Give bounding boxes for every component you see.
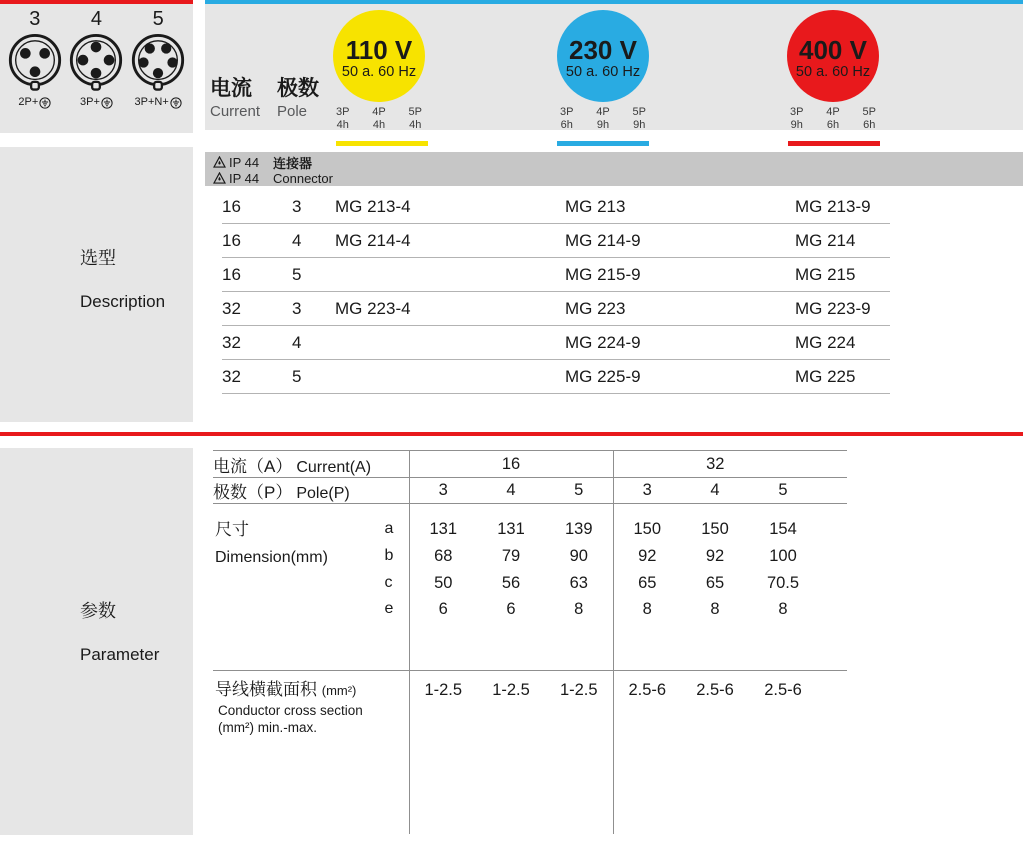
connector-3pin-pole-count: 3 <box>29 8 41 30</box>
table-row <box>222 224 890 258</box>
section-divider <box>0 432 1023 436</box>
conductor-value: 2.5-6 <box>613 671 681 834</box>
model-cell-110v: MG 213-4 <box>335 196 411 216</box>
pole-cell: 5 <box>292 264 302 284</box>
connector-5pin-pole-count: 5 <box>152 8 164 30</box>
connector-5pin-icon <box>129 32 187 94</box>
pole-header-row <box>213 478 847 504</box>
dimension-values-16-4: 131 79 56 6 <box>477 504 545 671</box>
section-label-selection <box>0 147 193 422</box>
voltage-value: 230 V <box>569 34 637 65</box>
voltage-value: 110 V <box>345 34 413 65</box>
pole-cell: 5 <box>292 366 302 386</box>
product-type-zh: 连接器 <box>273 155 313 171</box>
connector-4pin-label: 3P+ <box>80 96 113 109</box>
connector-3pin-label: 2P+ <box>18 96 51 109</box>
table-row <box>222 360 890 394</box>
table-row <box>222 190 890 224</box>
earth-icon <box>101 97 113 109</box>
pole-value: 3 <box>409 478 477 504</box>
earth-icon <box>170 97 182 109</box>
conductor-value: 1-2.5 <box>409 671 477 834</box>
current-group-32: 32 <box>613 451 817 478</box>
connector-3pin <box>5 6 65 109</box>
pole-value: 5 <box>545 478 613 504</box>
dimension-row-label: 尺寸 Dimension(mm) a b c e <box>213 504 409 671</box>
current-cell: 16 <box>222 196 241 216</box>
current-column-header <box>210 76 260 122</box>
column-marker-230v <box>557 141 649 146</box>
connector-4pin-icon <box>67 32 125 94</box>
earth-icon <box>39 97 51 109</box>
current-cell: 32 <box>222 332 241 352</box>
dimension-row <box>213 504 847 671</box>
current-header-row <box>213 451 847 478</box>
model-cell-230v: MG 215-9 <box>565 264 641 284</box>
dimension-values-32-5: 154 100 70.5 8 <box>749 504 817 671</box>
conductor-value: 1-2.5 <box>559 681 598 699</box>
voltage-badge-230v <box>557 10 649 102</box>
pole-cell: 3 <box>292 196 302 216</box>
model-cell-230v: MG 225-9 <box>565 366 641 386</box>
selection-label-en: Description <box>80 292 166 311</box>
frequency-value: 50 a. 60 Hz <box>341 63 417 80</box>
section-label-parameter <box>0 448 193 835</box>
current-cell: 16 <box>222 230 241 250</box>
voltage-header-panel <box>205 0 1023 130</box>
model-cell-110v: MG 223-4 <box>335 298 411 318</box>
voltage-group-400v <box>787 10 879 132</box>
model-cell-400v: MG 225 <box>795 366 856 386</box>
voltage-value: 400 V <box>799 34 867 65</box>
model-cell-230v: MG 223 <box>565 298 626 318</box>
model-cell-400v: MG 224 <box>795 332 856 352</box>
pole-label-en: Pole <box>277 103 308 120</box>
voltage-group-110v <box>333 10 425 132</box>
current-label-zh: 电流 <box>210 77 252 100</box>
parameter-label-en: Parameter <box>80 645 160 664</box>
model-cell-230v: MG 214-9 <box>565 230 641 250</box>
model-cell-230v: MG 213 <box>565 196 626 216</box>
conductor-value: 2.5-6 <box>764 681 802 699</box>
pole-column-header <box>277 76 319 122</box>
ip-rating-value: IP 44 <box>229 170 260 186</box>
conductor-row <box>213 671 847 834</box>
voltage-badge-110v <box>333 10 425 102</box>
pole-value: 5 <box>749 478 817 504</box>
pole-value: 4 <box>681 478 749 504</box>
connector-image-panel <box>0 0 193 133</box>
pole-cell: 4 <box>292 332 302 352</box>
current-row-label: 电流（A） Current(A) <box>213 451 409 478</box>
table-row <box>222 292 890 326</box>
parameter-table <box>213 450 847 834</box>
conductor-row-label: 导线横截面积 (mm²) Conductor cross section (mm²) min.-max. <box>215 680 363 735</box>
model-cell-110v: MG 214-4 <box>335 230 411 250</box>
table-row <box>222 326 890 360</box>
model-cell-400v: MG 213-9 <box>795 196 871 216</box>
voltage-badge-400v <box>787 10 879 102</box>
filler-cell <box>817 504 847 671</box>
frequency-value: 50 a. 60 Hz <box>795 63 871 80</box>
dimension-values-32-4: 150 92 65 8 <box>681 504 749 671</box>
pole-row-label: 极数（P） Pole(P) <box>213 478 409 504</box>
dimension-values-16-5: 139 90 63 8 <box>545 504 613 671</box>
splash-protection-icon <box>213 172 226 184</box>
current-cell: 16 <box>222 264 241 284</box>
parameter-label-zh: 参数 <box>80 601 116 621</box>
clock-codes-110v: 3P 4h 4P 4h 5P 4h <box>336 106 422 131</box>
model-cell-230v: MG 224-9 <box>565 332 641 352</box>
pole-value: 4 <box>477 478 545 504</box>
table-row <box>222 258 890 292</box>
clock-codes-400v: 3P 9h 4P 6h 5P 6h <box>790 106 876 131</box>
ip-row-zh <box>213 154 1023 170</box>
filler-cell <box>817 451 847 478</box>
current-label-en: Current <box>210 103 261 120</box>
voltage-group-230v <box>557 10 649 132</box>
current-group-16: 16 <box>409 451 613 478</box>
selection-label-zh: 选型 <box>80 248 116 268</box>
current-cell: 32 <box>222 366 241 386</box>
model-selection-table <box>222 190 890 394</box>
filler-cell <box>817 671 847 834</box>
pole-value: 3 <box>613 478 681 504</box>
dimension-values-32-3: 150 92 65 8 <box>613 504 681 671</box>
filler-cell <box>817 478 847 504</box>
column-marker-110v <box>336 141 428 146</box>
splash-protection-icon <box>213 156 226 168</box>
connector-5pin-label: 3P+N+ <box>135 96 182 109</box>
pole-cell: 3 <box>292 298 302 318</box>
model-cell-400v: MG 223-9 <box>795 298 871 318</box>
connector-3pin-icon <box>6 32 64 94</box>
dimension-values-16-3: 131 68 50 6 <box>409 504 477 671</box>
connector-4pin-pole-count: 4 <box>90 8 103 30</box>
ip-rating-band <box>205 152 1023 186</box>
current-cell: 32 <box>222 298 241 318</box>
frequency-value: 50 a. 60 Hz <box>565 63 641 80</box>
dimension-keys: a b c e <box>384 520 394 618</box>
model-cell-400v: MG 215 <box>795 264 856 284</box>
conductor-value: 2.5-6 <box>696 681 734 699</box>
clock-codes-230v: 3P 6h 4P 9h 5P 9h <box>560 106 646 131</box>
ip-rating-value: IP 44 <box>229 154 260 170</box>
ip-row-en <box>213 170 1023 186</box>
connector-5pin <box>128 6 188 109</box>
product-type-en: Connector <box>273 170 333 186</box>
pole-cell: 4 <box>292 230 302 250</box>
pole-label-zh: 极数 <box>277 77 319 100</box>
connector-4pin <box>66 6 126 109</box>
conductor-value: 1-2.5 <box>492 681 530 699</box>
model-cell-400v: MG 214 <box>795 230 856 250</box>
column-marker-400v <box>788 141 880 146</box>
